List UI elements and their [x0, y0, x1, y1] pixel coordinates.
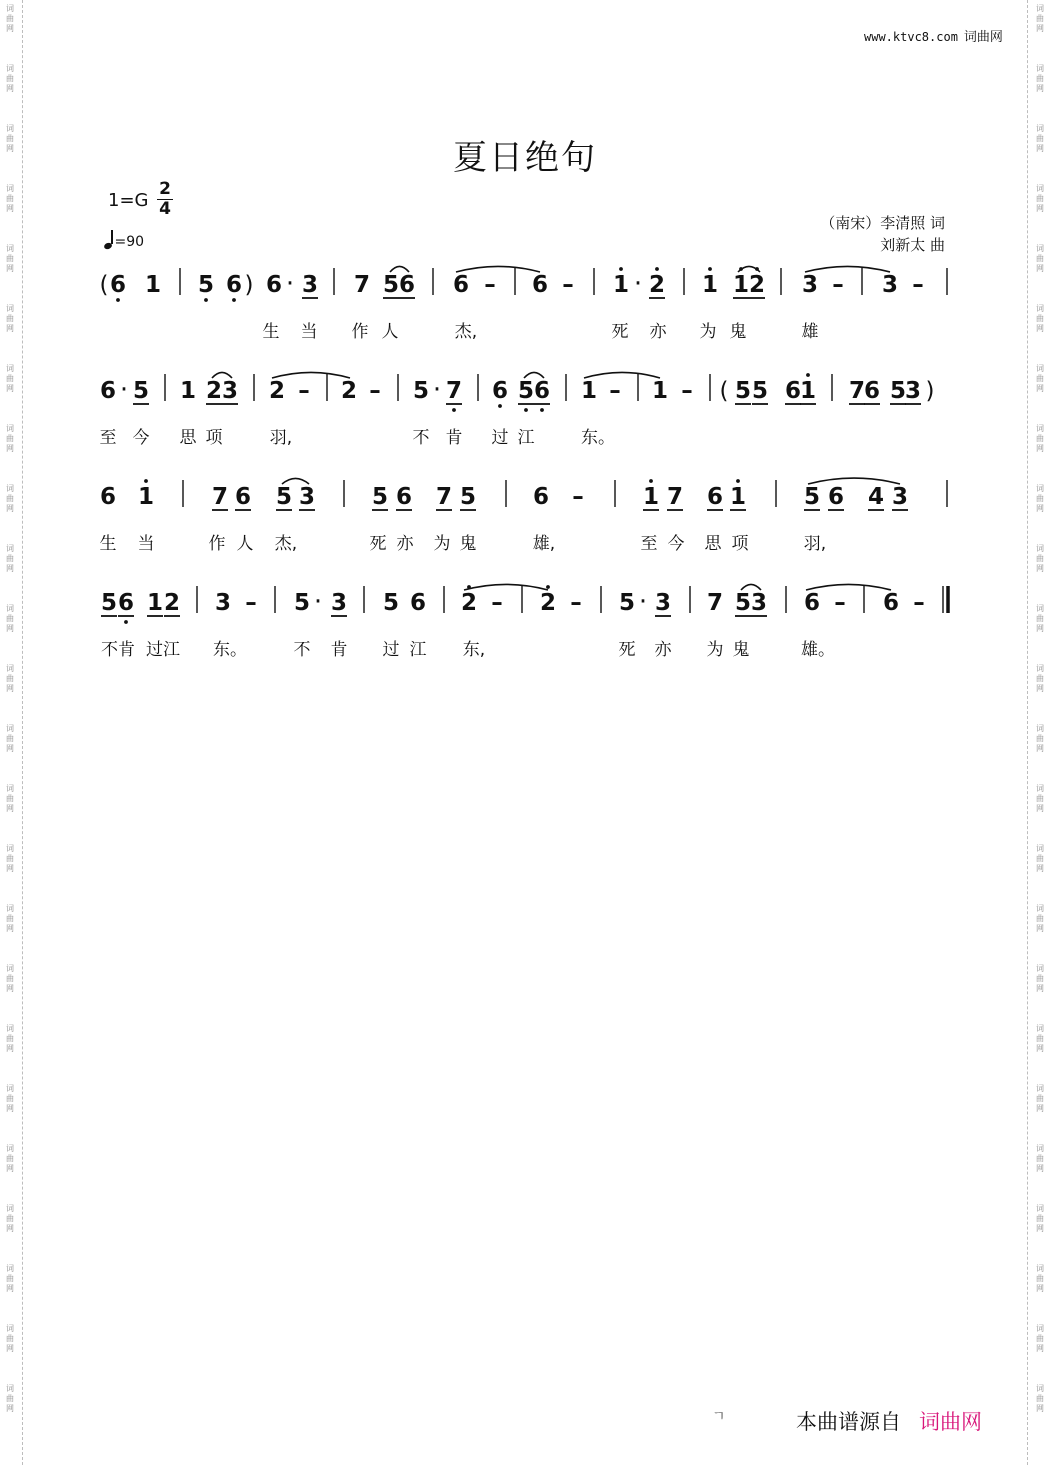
note-digit: 6: [532, 484, 550, 510]
octave-dot-below: [232, 298, 236, 302]
octave-dot-above: [736, 479, 740, 483]
octave-dot-above: [619, 267, 623, 271]
parenthesis: ): [925, 378, 935, 404]
note-digit: 6: [99, 378, 117, 404]
note-digit: 3: [301, 272, 319, 298]
note-digit: 1: [732, 272, 750, 298]
octave-dot-below: [452, 408, 456, 412]
lyric-text: 羽,: [803, 534, 827, 554]
note-digit: 1: [146, 590, 164, 616]
watermark-text: 词 曲 网: [6, 184, 14, 213]
note-digit: 6: [706, 484, 724, 510]
watermark-text: 词 曲 网: [6, 244, 14, 273]
lyric-text: 过: [491, 428, 509, 448]
lyric-text: 亦: [649, 322, 667, 342]
hold-dash: –: [913, 590, 925, 616]
watermark-text: 词 曲 网: [6, 844, 14, 873]
lyric-text: 鬼: [732, 640, 750, 660]
octave-dot-below: [124, 620, 128, 624]
note-digit: 1: [729, 484, 747, 510]
note-digit: 5: [459, 484, 477, 510]
lyric-text: 死: [611, 322, 629, 342]
watermark-text: 词 曲 网: [6, 544, 14, 573]
watermark-text: 词 曲 网: [1036, 484, 1044, 513]
watermark-text: 词 曲 网: [1036, 364, 1044, 393]
lyric-text: 为: [706, 640, 724, 660]
lyric-text: 江: [517, 428, 535, 448]
song-title: 夏日绝句: [453, 138, 597, 178]
lyric-text: 亦: [396, 534, 414, 554]
watermark-text: 词 曲 网: [6, 1264, 14, 1293]
lyric-text: 当: [137, 534, 155, 554]
note-digit: 7: [666, 484, 684, 510]
watermark-text: 词 曲 网: [1036, 184, 1044, 213]
note-digit: 6: [395, 484, 413, 510]
footer-stray-mark: ㄱ: [712, 1409, 726, 1425]
lyric-text: 作: [208, 534, 226, 554]
watermark-text: 词 曲 网: [6, 664, 14, 693]
watermark-text: 词 曲 网: [6, 1384, 14, 1413]
note-digit: 1: [799, 378, 817, 404]
watermark-text: 词 曲 网: [1036, 964, 1044, 993]
note-digit: 6: [99, 484, 117, 510]
note-digit: 6: [409, 590, 427, 616]
note-digit: 7: [445, 378, 463, 404]
watermark-text: 词 曲 网: [6, 604, 14, 633]
parenthesis: (: [719, 378, 729, 404]
lyric-text: 雄。: [801, 640, 835, 660]
composer-credit: 刘新太 曲: [880, 236, 945, 254]
parenthesis: ): [244, 272, 254, 298]
lyric-text: 鬼: [459, 534, 477, 554]
augmentation-dot: ·: [313, 587, 323, 617]
watermark-text: 词 曲 网: [1036, 544, 1044, 573]
note-digit: 5: [293, 590, 311, 616]
lyric-text: 为: [699, 322, 717, 342]
lyric-text: 人: [236, 534, 254, 554]
octave-dot-below: [204, 298, 208, 302]
watermark-text: 词 曲 网: [1036, 904, 1044, 933]
note-digit: 6: [109, 272, 127, 298]
note-digit: 2: [539, 590, 557, 616]
lyric-text: 项: [731, 534, 749, 554]
lyric-text: 人: [381, 322, 399, 342]
hold-dash: –: [572, 484, 584, 510]
watermark-text: 词 曲 网: [1036, 1024, 1044, 1053]
note-digit: 6: [265, 272, 283, 298]
note-digit: 5: [382, 272, 400, 298]
watermark-text: 词 曲 网: [1036, 844, 1044, 873]
lyric-text: 东。: [213, 640, 247, 660]
watermark-text: 词 曲 网: [6, 1324, 14, 1353]
note-digit: 5: [412, 378, 430, 404]
watermark-text: 词 曲 网: [1036, 664, 1044, 693]
note-digit: 1: [612, 272, 630, 298]
watermark-text: 词 曲 网: [1036, 604, 1044, 633]
note-digit: 3: [654, 590, 672, 616]
hold-dash: –: [681, 378, 693, 404]
lyric-text: 不: [412, 428, 430, 448]
hold-dash: –: [832, 272, 844, 298]
lyric-text: 至: [99, 428, 117, 448]
watermark-text: 词 曲 网: [1036, 4, 1044, 33]
note-digit: 1: [642, 484, 660, 510]
watermark-text: 词 曲 网: [6, 304, 14, 333]
watermark-text: 词 曲 网: [1036, 1084, 1044, 1113]
hold-dash: –: [484, 272, 496, 298]
note-digit: 1: [701, 272, 719, 298]
note-digit: 6: [533, 378, 551, 404]
hold-dash: –: [245, 590, 257, 616]
lyric-text: 生: [262, 322, 280, 342]
note-digit: 3: [750, 590, 768, 616]
note-digit: 5: [132, 378, 150, 404]
lyricist-credit: （南宋）李清照 词: [820, 214, 945, 232]
note-digit: 3: [221, 378, 239, 404]
watermark-text: 词 曲 网: [6, 124, 14, 153]
note-digit: 5: [751, 378, 769, 404]
watermark-text: 词 曲 网: [6, 4, 14, 33]
lyric-text: 今: [132, 428, 150, 448]
octave-dot-above: [655, 267, 659, 271]
watermark-text: 词 曲 网: [6, 1084, 14, 1113]
note-digit: 6: [827, 484, 845, 510]
lyric-text: 肯: [330, 640, 348, 660]
lyric-text: 作: [351, 322, 369, 342]
lyric-text: 生: [99, 534, 117, 554]
augmentation-dot: ·: [432, 375, 442, 405]
watermark-text: 词 曲 网: [1036, 424, 1044, 453]
note-digit: 6: [491, 378, 509, 404]
note-digit: 3: [801, 272, 819, 298]
note-digit: 5: [889, 378, 907, 404]
note-digit: 5: [382, 590, 400, 616]
watermark-text: 词 曲 网: [6, 904, 14, 933]
note-digit: 2: [268, 378, 286, 404]
octave-dot-below: [116, 298, 120, 302]
watermark-text: 词 曲 网: [6, 364, 14, 393]
note-digit: 6: [784, 378, 802, 404]
footer-brand[interactable]: 词曲网: [919, 1410, 982, 1434]
lyric-text: 亦: [654, 640, 672, 660]
augmentation-dot: ·: [633, 269, 643, 299]
lyric-text: 杰,: [454, 322, 478, 342]
footer-source-label: 本曲谱源自: [796, 1410, 901, 1434]
note-digit: 5: [803, 484, 821, 510]
note-digit: 6: [863, 378, 881, 404]
note-digit: 6: [225, 272, 243, 298]
note-digit: 2: [340, 378, 358, 404]
note-digit: 6: [234, 484, 252, 510]
note-digit: 7: [353, 272, 371, 298]
lyric-text: 死: [618, 640, 636, 660]
lyric-text: 雄: [801, 322, 819, 342]
note-digit: 3: [904, 378, 922, 404]
parenthesis: (: [99, 272, 109, 298]
note-digit: 2: [460, 590, 478, 616]
note-digit: 3: [330, 590, 348, 616]
note-digit: 7: [435, 484, 453, 510]
watermark-text: 词 曲 网: [6, 424, 14, 453]
note-digit: 5: [371, 484, 389, 510]
note-digit: 5: [734, 378, 752, 404]
note-digit: 6: [398, 272, 416, 298]
hold-dash: –: [491, 590, 503, 616]
lyric-text: 不肯: [101, 640, 135, 660]
time-signature-bottom: 4: [159, 199, 171, 219]
watermark-text: 词 曲 网: [1036, 724, 1044, 753]
note-digit: 6: [882, 590, 900, 616]
note-digit: 3: [881, 272, 899, 298]
lyric-text: 东。: [581, 428, 615, 448]
watermark-text: 词 曲 网: [1036, 1324, 1044, 1353]
watermark-text: 词 曲 网: [1036, 1384, 1044, 1413]
lyric-text: 为: [433, 534, 451, 554]
numbered-notation-score: [0, 0, 1050, 700]
note-digit: 3: [891, 484, 909, 510]
lyric-text: 当: [300, 322, 318, 342]
watermark-text: 词 曲 网: [1036, 1144, 1044, 1173]
octave-dot-above: [708, 267, 712, 271]
watermark-text: 词 曲 网: [6, 964, 14, 993]
hold-dash: –: [570, 590, 582, 616]
lyric-text: 杰,: [274, 534, 298, 554]
note-digit: 5: [275, 484, 293, 510]
lyric-text: 过: [382, 640, 400, 660]
note-digit: 1: [179, 378, 197, 404]
watermark-text: 词 曲 网: [1036, 64, 1044, 93]
footer-source: [796, 1406, 982, 1436]
note-digit: 1: [137, 484, 155, 510]
lyric-text: 思: [704, 534, 722, 554]
note-digit: 7: [211, 484, 229, 510]
note-digit: 3: [214, 590, 232, 616]
tie: [808, 478, 900, 484]
note-digit: 5: [100, 590, 118, 616]
note-digit: 3: [298, 484, 316, 510]
note-digit: 6: [452, 272, 470, 298]
note-digit: 2: [748, 272, 766, 298]
watermark-text: 词 曲 网: [1036, 304, 1044, 333]
tempo-value: =90: [114, 234, 145, 250]
note-digit: 4: [867, 484, 885, 510]
lyric-text: 项: [205, 428, 223, 448]
lyric-text: 肯: [445, 428, 463, 448]
watermark-text: 词 曲 网: [6, 1204, 14, 1233]
hold-dash: –: [369, 378, 381, 404]
lyric-text: 雄,: [532, 534, 556, 554]
hold-dash: –: [562, 272, 574, 298]
note-digit: 1: [580, 378, 598, 404]
watermark-text: 词 曲 网: [6, 784, 14, 813]
note-digit: 5: [734, 590, 752, 616]
watermark-text: 词 曲 网: [6, 1144, 14, 1173]
augmentation-dot: ·: [285, 269, 295, 299]
hold-dash: –: [834, 590, 846, 616]
note-digit: 7: [848, 378, 866, 404]
hold-dash: –: [609, 378, 621, 404]
note-digit: 5: [517, 378, 535, 404]
augmentation-dot: ·: [119, 375, 129, 405]
lyric-text: 东,: [462, 640, 486, 660]
lyric-text: 死: [369, 534, 387, 554]
octave-dot-below: [498, 404, 502, 408]
watermark-text: 词 曲 网: [6, 1024, 14, 1053]
lyric-text: 至: [640, 534, 658, 554]
octave-dot-below: [540, 408, 544, 412]
lyric-text: 羽,: [269, 428, 293, 448]
note-digit: 6: [531, 272, 549, 298]
note-digit: 2: [648, 272, 666, 298]
note-digit: 6: [803, 590, 821, 616]
octave-dot-above: [546, 585, 550, 589]
lyric-text: 鬼: [729, 322, 747, 342]
watermark-text: 词 曲 网: [6, 64, 14, 93]
hold-dash: –: [912, 272, 924, 298]
watermark-text: 词 曲 网: [1036, 784, 1044, 813]
note-digit: 1: [651, 378, 669, 404]
watermark-text: 词 曲 网: [1036, 1264, 1044, 1293]
watermark-text: 词 曲 网: [1036, 244, 1044, 273]
lyric-text: 不: [293, 640, 311, 660]
octave-dot-above: [144, 479, 148, 483]
note-digit: 5: [197, 272, 215, 298]
hold-dash: –: [298, 378, 310, 404]
augmentation-dot: ·: [638, 587, 648, 617]
lyric-text: 今: [667, 534, 685, 554]
note-digit: 6: [117, 590, 135, 616]
lyric-text: 江: [409, 640, 427, 660]
note-digit: 2: [205, 378, 223, 404]
octave-dot-below: [524, 408, 528, 412]
watermark-text: 词 曲 网: [1036, 124, 1044, 153]
note-digit: 7: [706, 590, 724, 616]
note-digit: 1: [144, 272, 162, 298]
watermark-text: 词 曲 网: [6, 484, 14, 513]
key-signature: 1=G: [108, 190, 149, 211]
watermark-text: 词 曲 网: [1036, 1204, 1044, 1233]
octave-dot-above: [649, 479, 653, 483]
note-digit: 5: [618, 590, 636, 616]
site-url[interactable]: www.ktvc8.com: [864, 30, 958, 44]
lyric-text: 思: [179, 428, 197, 448]
lyric-text: 过江: [146, 640, 180, 660]
octave-dot-above: [806, 373, 810, 377]
site-name[interactable]: 词曲网: [963, 30, 1003, 45]
watermark-text: 词 曲 网: [6, 724, 14, 753]
note-digit: 2: [163, 590, 181, 616]
time-signature-top: 2: [159, 179, 171, 199]
